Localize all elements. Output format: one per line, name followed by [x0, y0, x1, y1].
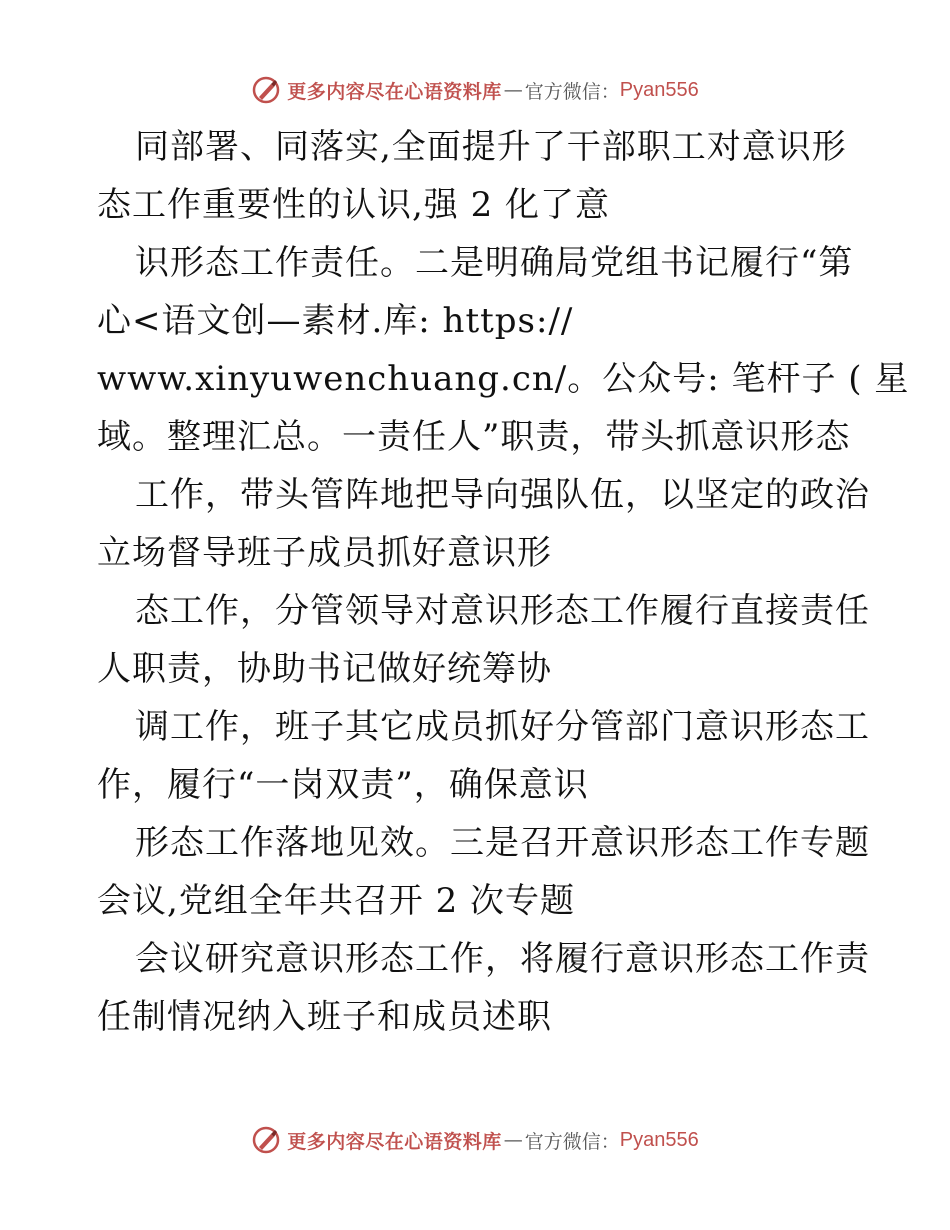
header-brand-text: 更多内容尽在心语资料库 [287, 80, 502, 103]
body-line: www.xinyuwenchuang.cn/。公众号: 笔杆子 ( 星 [97, 359, 910, 399]
body-line: 任制情况纳入班子和成员述职 [97, 997, 552, 1037]
footer-banner [0, 1120, 950, 1160]
body-line: 域。整理汇总。一责任人”职责，带头抓意识形态 [97, 417, 851, 457]
body-line: 心<语文创—素材.库: https:// [97, 301, 574, 341]
header-wechat-id: Pyan556 [619, 78, 699, 101]
body-line: 人职责，协助书记做好统筹协 [97, 649, 552, 689]
body-line: 形态工作落地见效。三是召开意识形态工作专题 [135, 823, 870, 863]
body-line: 工作，带头管阵地把导向强队伍，以坚定的政治 [135, 475, 870, 515]
header-dash: — [503, 79, 523, 101]
body-line: 会议研究意识形态工作，将履行意识形态工作责 [135, 939, 870, 979]
body-line: 调工作，班子其它成员抓好分管部门意识形态工 [135, 707, 870, 747]
footer-brand-text: 更多内容尽在心语资料库 [287, 1130, 502, 1153]
header-wechat-label: 官方微信： [524, 80, 620, 103]
footer-wechat-label: 官方微信： [524, 1130, 620, 1153]
body-line: 作，履行“一岗双责”，确保意识 [97, 765, 589, 805]
body-line: 会议,党组全年共召开 2 次专题 [97, 881, 576, 921]
header-banner [0, 70, 950, 110]
body-line: 态工作，分管领导对意识形态工作履行直接责任 [135, 591, 870, 631]
document-body [97, 118, 910, 1046]
footer-dash: — [503, 1129, 523, 1151]
footer-wechat-id: Pyan556 [619, 1128, 699, 1151]
body-line: 识形态工作责任。二是明确局党组书记履行“第 [135, 243, 854, 283]
pen-logo-icon [251, 1125, 281, 1155]
body-line: 立场督导班子成员抓好意识形 [97, 533, 552, 573]
body-line: 态工作重要性的认识,强 2 化了意 [97, 185, 611, 225]
body-line: 同部署、同落实,全面提升了干部职工对意识形 [135, 127, 847, 167]
pen-logo-icon [251, 75, 281, 105]
